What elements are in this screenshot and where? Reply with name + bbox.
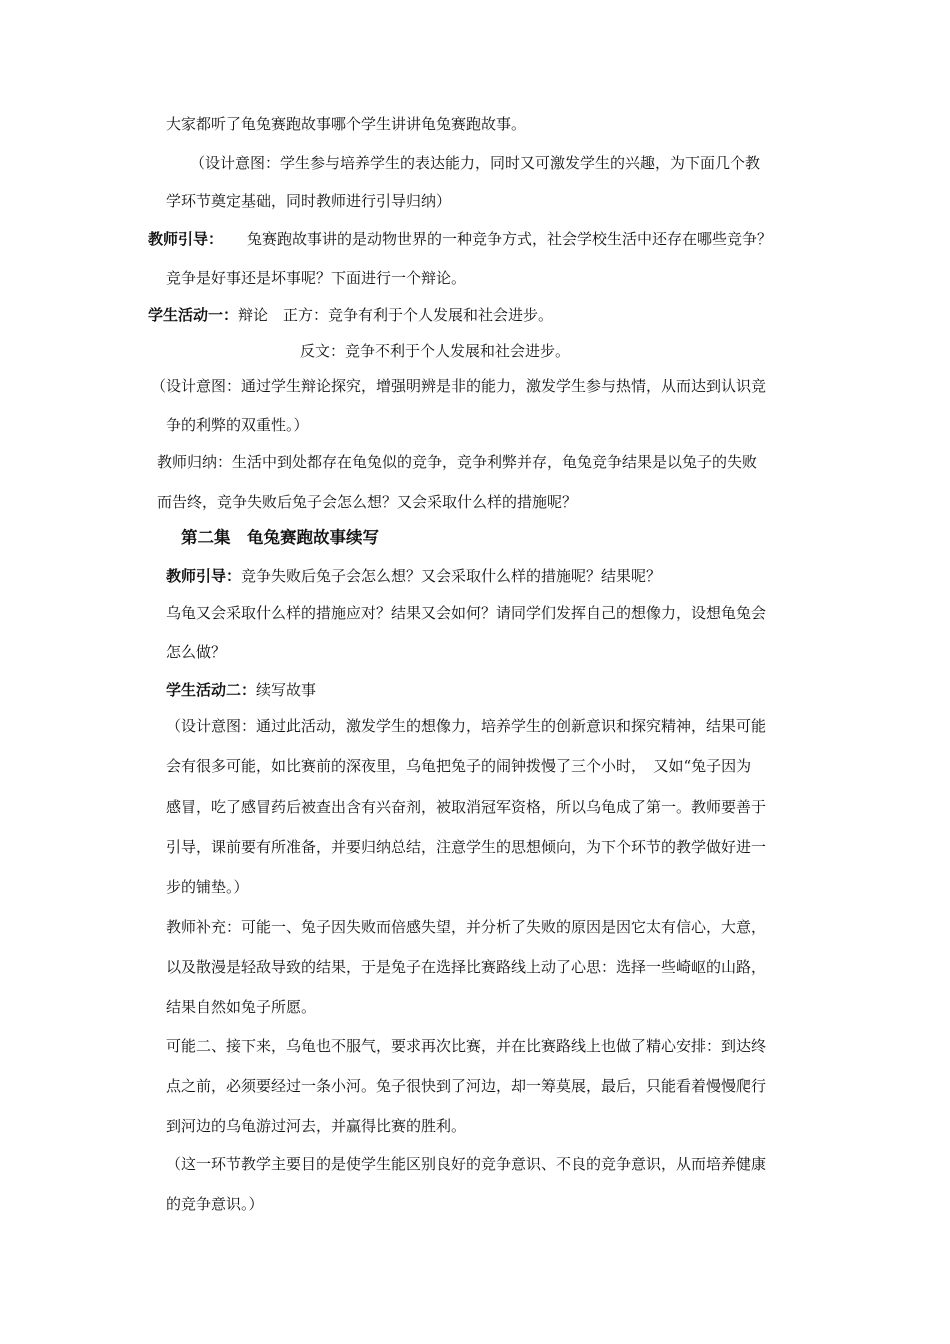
design-intent-line: （设计意图：学生参与培养学生的表达能力，同时又可激发学生的兴趣，为下面几个教 xyxy=(190,154,761,172)
section-heading: 第二集 龟兔赛跑故事续写 xyxy=(181,528,379,547)
teacher-guide-label: 教师引导： xyxy=(166,567,242,585)
possibility-line: 可能二、接下来，乌龟也不服气，要求再次比赛，并在比赛路线上也做了精心安排：到达终 xyxy=(166,1037,767,1055)
design-intent-line: 会有很多可能，如比赛前的深夜里，乌龟把兔子的闹钟拨慢了三个小时， 又如“兔子因为 xyxy=(166,757,752,775)
student-activity-label: 学生活动二： xyxy=(166,681,257,699)
student-activity-text: 辩论 正方：竞争有利于个人发展和社会进步。 xyxy=(238,306,554,324)
debate-line: 反文：竞争不利于个人发展和社会进步。 xyxy=(300,342,571,360)
teacher-guide-text: 竞争失败后兔子会怎么想？又会采取什么样的措施呢？结果呢？ xyxy=(241,567,662,585)
teacher-guide-line xyxy=(166,566,661,586)
possibility-line: 到河边的乌龟游过河去，并赢得比赛的胜利。 xyxy=(166,1117,467,1135)
design-intent-line: （设计意图：通过此活动，激发学生的想像力，培养学生的创新意识和探究精神，结果可能 xyxy=(166,717,767,735)
paragraph-line: 大家都听了龟兔赛跑故事哪个学生讲讲龟兔赛跑故事。 xyxy=(166,115,527,133)
design-intent-line: 引导，课前要有所准备，并要归纳总结，注意学生的思想倾向，为下个环节的教学做好进一 xyxy=(166,838,767,856)
student-activity-line xyxy=(166,680,316,700)
paragraph-line: 怎么做？ xyxy=(166,643,227,661)
goal-line: 的竞争意识。） xyxy=(166,1195,264,1213)
teacher-summary-line: 教师归纳：生活中到处都存在龟兔似的竞争，竞争利弊并存，龟兔竞争结果是以兔子的失败 xyxy=(157,453,758,471)
student-activity-line xyxy=(148,305,553,325)
student-activity-label: 学生活动一： xyxy=(148,306,239,324)
design-intent-line: 争的利弊的双重性。） xyxy=(166,416,309,434)
design-intent-line: 学环节奠定基础，同时教师进行引导归纳） xyxy=(166,192,452,210)
paragraph-line: 竞争是好事还是坏事呢？下面进行一个辩论。 xyxy=(166,269,467,287)
design-intent-line: （设计意图：通过学生辩论探究，增强明辨是非的能力，激发学生参与热情，从而达到认识竞 xyxy=(151,377,767,395)
student-activity-text: 续写故事 xyxy=(256,681,317,699)
teacher-summary-line: 而告终，竞争失败后兔子会怎么想？又会采取什么样的措施呢？ xyxy=(157,493,578,511)
possibility-line: 点之前，必须要经过一条小河。兔子很快到了河边，却一筹莫展，最后，只能看着慢慢爬行 xyxy=(166,1077,767,1095)
goal-line: （这一环节教学主要目的是使学生能区别良好的竞争意识、不良的竞争意识，从而培养健康 xyxy=(166,1155,767,1173)
design-intent-line: 步的铺垫。） xyxy=(166,878,249,896)
design-intent-line: 感冒，吃了感冒药后被查出含有兴奋剂，被取消冠军资格，所以乌龟成了第一。教师要善于 xyxy=(166,798,767,816)
teacher-guide-label: 教师引导： xyxy=(148,230,224,248)
teacher-supplement-line: 教师补充：可能一、兔子因失败而倍感失望，并分析了失败的原因是因它太有信心，大意， xyxy=(166,918,767,936)
paragraph-line: 乌龟又会采取什么样的措施应对？结果又会如何？请同学们发挥自己的想像力，设想龟兔会 xyxy=(166,604,767,622)
teacher-guide-line xyxy=(148,229,772,249)
teacher-guide-text: 兔赛跑故事讲的是动物世界的一种竞争方式，社会学校生活中还存在哪些竞争？ xyxy=(247,230,773,248)
teacher-supplement-line: 结果自然如兔子所愿。 xyxy=(166,998,317,1016)
teacher-supplement-line: 以及散漫是轻敌导致的结果，于是兔子在选择比赛路线上动了心思：选择一些崎岖的山路， xyxy=(166,958,767,976)
